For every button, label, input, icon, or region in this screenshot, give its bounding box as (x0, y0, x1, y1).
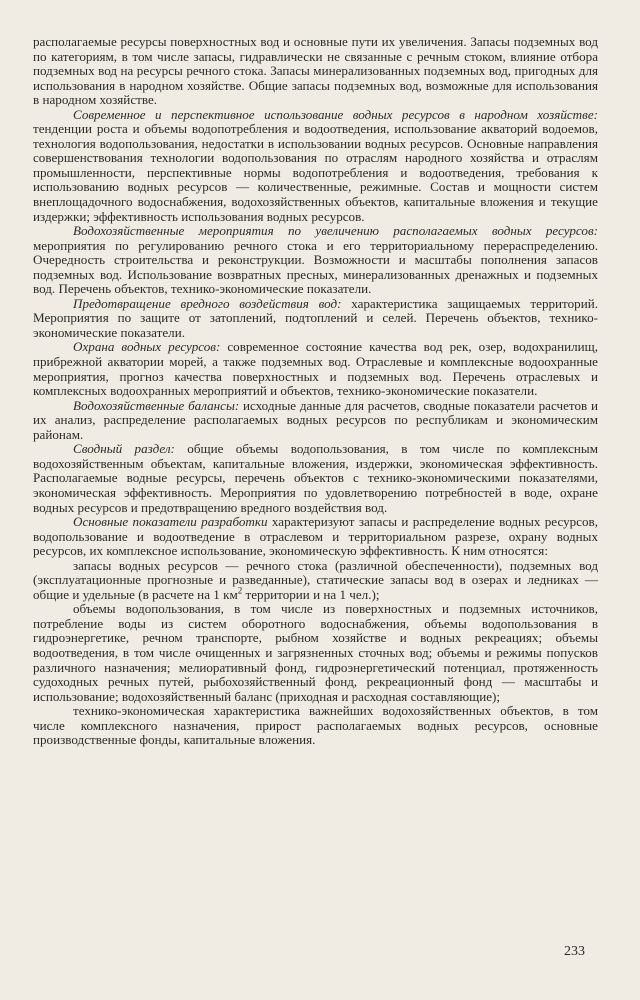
paragraph-lead: Водохозяйственные балансы: (73, 397, 240, 413)
list-item-tech-econ (33, 704, 598, 748)
superscript: 2 (237, 585, 243, 596)
list-item-volumes (33, 602, 598, 704)
paragraph-text: характеристика защищаемых территорий. Мероприятия по защите от затоплений, подтоплений и селей. Перечень объектов, технико-экономические показатели. (33, 295, 598, 340)
paragraph-text: характеризуют запасы и распределение водных ресурсов, водопользование и водоотведение в отраслевом и территориальном разрезе, охрану водных ресурсов, их комплексное использование, экономическую эффективность. К ним относятся: (33, 514, 598, 559)
paragraph-modern-use (33, 108, 598, 224)
paragraph-protection (33, 340, 598, 398)
paragraph-text-after: территории и на 1 чел.); (242, 586, 380, 602)
paragraph-text: общие объемы водопользования, в том числе по комплексным водохозяйственным объектам, капитальные вложения, издержки, экономическая эффективность. Располагаемые водные ресурсы, перечень объектов с технико-экономическими показателями, экономическая эффективность. Мероприятия по удовлетворению потребностей в воде, охране водных ресурсов и предотвращению вредного воздействия вод. (33, 441, 599, 515)
paragraph-lead: Охрана водных ресурсов: (73, 339, 221, 355)
paragraph-intro (33, 35, 598, 108)
paragraph-text: современное состояние качества вод рек, озер, водохранилищ, прибрежной акватории морей, а также подземных вод. Отраслевые и комплексные водоохранные мероприятия, прогноз качества поверхностных и подземных вод. Перечень отраслевых и комплексных водоохранных мероприятий и объектов, технико-экономические показатели. (33, 339, 598, 399)
paragraph-text: запасы водных ресурсов — речного стока (различной обеспеченности), подземных вод (эксплуатационные прогнозные и разведанные), статические запасы вод в озерах и ледниках — общие и удельные (в расчете на 1 км (33, 557, 598, 602)
page-number: 233 (564, 944, 585, 959)
paragraph-text: мероприятия по регулированию речного стока и его территориальному перераспределению. Очередность строительства и реконструкции. Возможности и масштабы пополнения запасов подземных вод. Использование возвратных пресных, минерализованных дренажных и подземных вод. Перечень объектов, технико-экономические показатели. (33, 237, 598, 297)
paragraph-lead: Современное и перспективное использование водных ресурсов в народном хозяйстве: (73, 106, 598, 122)
paragraph-text: располагаемые ресурсы поверхностных вод и основные пути их увеличения. Запасы подземных вод по категориям, в том числе запасы, гидравлически не связанные с речным стоком, влияние отбора подземных вод на ресурсы речного стока. Запасы минерализованных подземных вод, пригодных для использования в народном хозяйстве. Общие запасы подземных вод, возможные для использования в народном хозяйстве. (33, 34, 598, 108)
paragraph-indicators (33, 515, 598, 559)
paragraph-text: технико-экономическая характеристика важнейших водохозяйственных объектов, в том числе комплексного назначения, прирост располагаемых водных ресурсов, основные производственные фонды, капитальные вложения. (33, 703, 598, 748)
paragraph-lead: Сводный раздел: (73, 441, 175, 457)
list-item-reserves (33, 559, 598, 603)
paragraph-lead: Основные показатели разработки (73, 514, 268, 530)
paragraph-summary (33, 442, 598, 515)
paragraph-lead: Водохозяйственные мероприятия по увеличению располагаемых водных ресурсов: (73, 223, 598, 239)
paragraph-text: объемы водопользования, в том числе из поверхностных и подземных источников, потребление воды из систем оборотного водоснабжения, объемы водопользования в гидроэнергетике, речном транспорте, рыбном хозяйстве и водных рекреациях; объемы водоотведения, в том числе очищенных и загрязненных сточных вод; объемы и режимы попусков различного назначения; мелиоративный фонд, гидроэнергетический потенциал, протяженность судоходных речных путей, рыбохозяйственный фонд, рекреационный фонд — масштабы и использование; водохозяйственный баланс (приходная и расходная составляющие); (33, 601, 598, 704)
paragraph-text: тенденции роста и объемы водопотребления и водоотведения, использование акваторий водоемов, технология водопользования, недостатки в использовании водных ресурсов. Основные направления совершенствования технологии водопользования по отраслям народного хозяйства и отраслям промышленности, перспективные нормы водопотребления и водоотведения, требования к использованию водных ресурсов — количественные, режимные. Состав и мощности систем внеплощадочного водоснабжения, водохозяйственных объектов, капитальные вложения и текущие издержки; эффективность использования водных ресурсов. (33, 121, 598, 224)
paragraph-lead: Предотвращение вредного воздействия вод: (73, 295, 342, 311)
paragraph-text: исходные данные для расчетов, сводные показатели расчетов и их анализ, распределение располагаемых водных ресурсов по республикам и экономическим районам. (33, 397, 598, 442)
paragraph-harm-prevention (33, 297, 598, 341)
body-text (33, 35, 598, 748)
paragraph-measures (33, 224, 598, 297)
paragraph-balances (33, 399, 598, 443)
